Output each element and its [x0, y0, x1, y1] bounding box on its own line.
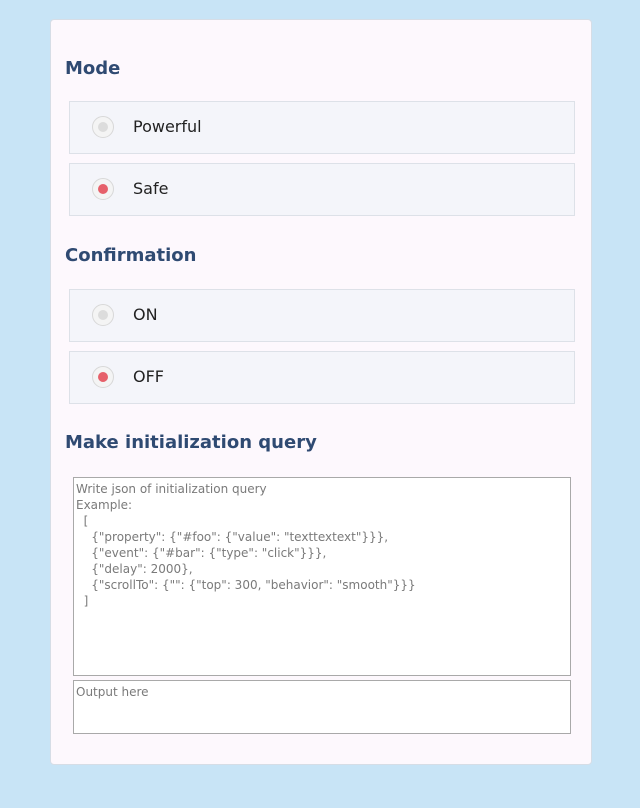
- confirmation-option-label: ON: [133, 305, 158, 324]
- confirmation-option-off[interactable]: [69, 351, 575, 404]
- output-field[interactable]: [73, 680, 571, 734]
- mode-option-powerful[interactable]: [69, 101, 575, 154]
- mode-title: Mode: [65, 58, 121, 79]
- confirmation-option-label: OFF: [133, 367, 164, 386]
- radio-off[interactable]: [92, 366, 114, 388]
- mode-option-label: Powerful: [133, 117, 202, 136]
- mode-option-safe[interactable]: [69, 163, 575, 216]
- mode-option-label: Safe: [133, 179, 169, 198]
- init-query-input[interactable]: [73, 477, 571, 676]
- settings-card: [50, 19, 592, 765]
- radio-on[interactable]: [92, 304, 114, 326]
- radio-dot-icon: [98, 122, 108, 132]
- radio-dot-icon: [98, 184, 108, 194]
- radio-dot-icon: [98, 310, 108, 320]
- radio-powerful[interactable]: [92, 116, 114, 138]
- radio-dot-icon: [98, 372, 108, 382]
- confirmation-title: Confirmation: [65, 245, 197, 266]
- confirmation-option-on[interactable]: [69, 289, 575, 342]
- init-query-title: Make initialization query: [65, 432, 317, 453]
- radio-safe[interactable]: [92, 178, 114, 200]
